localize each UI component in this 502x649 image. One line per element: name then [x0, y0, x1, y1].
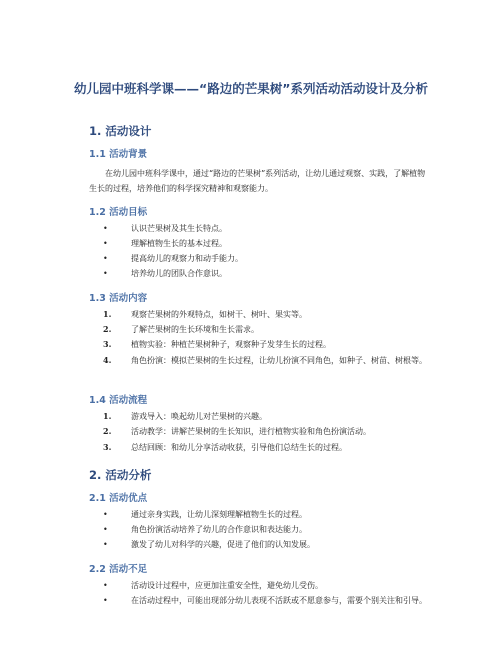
background-paragraph: 在幼儿园中班科学课中，通过“路边的芒果树”系列活动，让幼儿通过观察、实践，了解植物生长的过程，培养他们的科学探究精神和观察能力。: [89, 169, 426, 193]
bullet-icon: •: [103, 224, 108, 233]
flow-text: 活动教学：讲解芒果树的生长知识，进行植物实验和角色扮演活动。: [131, 427, 371, 436]
section-2-heading: 2. 活动分析: [89, 468, 152, 482]
cons-heading: 2.2 活动不足: [89, 564, 148, 575]
content-item: [103, 337, 429, 352]
goal-text: 提高幼儿的观察力和动手能力。: [131, 254, 243, 263]
item-number: 2.: [103, 426, 112, 436]
item-number: 4.: [103, 355, 112, 365]
pro-item: [103, 537, 429, 552]
content-item: [103, 307, 429, 322]
goals-heading: 1.2 活动目标: [89, 207, 148, 218]
flow-text: 游戏导入：唤起幼儿对芒果树的兴趣。: [131, 412, 267, 421]
item-number: 1.: [103, 411, 112, 421]
goal-item: [103, 236, 429, 251]
pro-text: 角色扮演活动培养了幼儿的合作意识和表达能力。: [131, 525, 307, 534]
bullet-icon: •: [103, 510, 108, 519]
bullet-icon: •: [103, 254, 108, 263]
flow-item: [103, 440, 429, 455]
pro-text: 激发了幼儿对科学的兴趣，促进了他们的认知发展。: [131, 540, 315, 549]
bullet-icon: •: [103, 596, 108, 605]
content-text: 观察芒果树的外观特点，如树干、树叶、果实等。: [131, 310, 307, 319]
pros-heading: 2.1 活动优点: [89, 493, 148, 504]
item-number: 3.: [103, 442, 112, 452]
goal-item: [103, 221, 429, 236]
flow-item: [103, 409, 429, 424]
goal-text: 培养幼儿的团队合作意识。: [131, 269, 227, 278]
goal-text: 理解植物生长的基本过程。: [131, 239, 227, 248]
bullet-icon: •: [103, 269, 108, 278]
goal-text: 认识芒果树及其生长特点。: [131, 224, 227, 233]
item-number: 1.: [103, 309, 112, 319]
document-title: 幼儿园中班科学课——“路边的芒果树”系列活动活动设计及分析: [74, 81, 428, 96]
item-number: 3.: [103, 339, 112, 349]
section-1-heading: 1. 活动设计: [89, 124, 152, 138]
con-item: [103, 578, 429, 593]
content-item: [103, 322, 429, 337]
pro-item: [103, 507, 429, 522]
con-text: 活动设计过程中，应更加注重安全性，避免幼儿受伤。: [131, 581, 323, 590]
flow-heading: 1.4 活动流程: [89, 395, 148, 406]
item-number: 2.: [103, 324, 112, 334]
bullet-icon: •: [103, 239, 108, 248]
background-heading: 1.1 活动背景: [89, 149, 148, 160]
con-item: [89, 593, 429, 608]
content-text: 角色扮演：模拟芒果树的生长过程，让幼儿扮演不同角色，如种子、树苗、树根等。: [131, 356, 427, 365]
pro-item: [103, 522, 429, 537]
bullet-icon: •: [103, 540, 108, 549]
bullet-icon: •: [103, 581, 108, 590]
content-text: 了解芒果树的生长环境和生长需求。: [131, 325, 259, 334]
flow-item: [103, 424, 429, 439]
content-text: 植物实验：种植芒果树种子，观察种子发芽生长的过程。: [131, 340, 331, 349]
goal-item: [103, 266, 429, 281]
goal-item: [103, 251, 429, 266]
bullet-icon: •: [103, 525, 108, 534]
pro-text: 通过亲身实践，让幼儿深刻理解植物生长的过程。: [131, 510, 307, 519]
flow-text: 总结回顾：和幼儿分享活动收获，引导他们总结生长的过程。: [131, 443, 347, 452]
content-heading: 1.3 活动内容: [89, 293, 148, 304]
content-item: [89, 353, 429, 368]
con-text: 在活动过程中，可能出现部分幼儿表现不活跃或不愿意参与，需要个别关注和引导。: [131, 596, 427, 605]
